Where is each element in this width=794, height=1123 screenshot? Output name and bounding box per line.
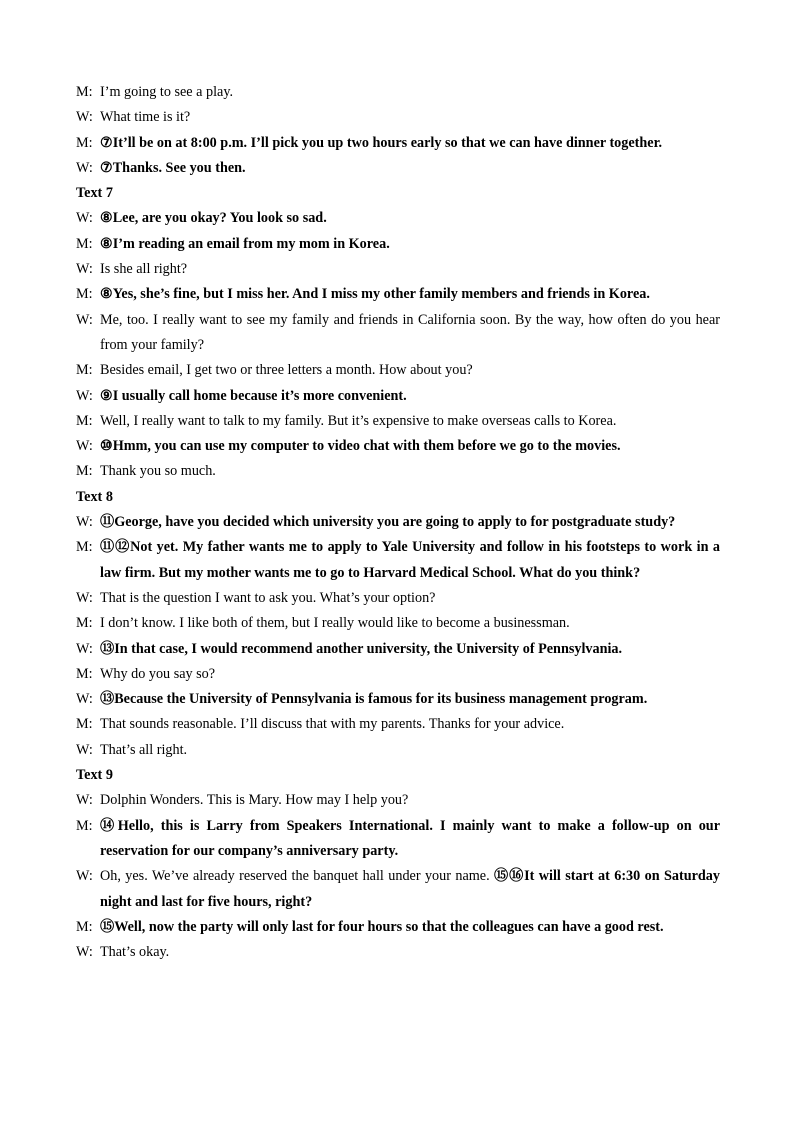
dialogue-text-main: ⑮Well, now the party will only last for four hours so that the colleagues can have a good rest.: [100, 918, 664, 935]
dialogue-text: [100, 459, 720, 484]
dialogue-text-main: That is the question I want to ask you. What’s your option?: [100, 589, 436, 606]
speaker-label: M:: [76, 918, 93, 935]
dialogue-line: [76, 232, 720, 257]
dialogue-text-main: ⑦Thanks. See you then.: [100, 159, 246, 176]
speaker-label: W:: [76, 944, 93, 961]
dialogue-line: [76, 308, 720, 359]
dialogue-line: [76, 105, 720, 130]
dialogue-text: [100, 637, 720, 662]
dialogue-text-main: Dolphin Wonders. This is Mary. How may I help you?: [100, 792, 409, 809]
dialogue-text: [100, 788, 720, 813]
speaker-label: M:: [76, 362, 93, 379]
dialogue-line: [76, 459, 720, 484]
dialogue-text: [100, 105, 720, 130]
dialogue-line: [76, 535, 720, 586]
dialogue-text-main: Besides email, I get two or three letters a month. How about you?: [100, 362, 473, 379]
dialogue-text: [100, 409, 720, 434]
transcript-body: [76, 80, 720, 965]
dialogue-text: [100, 738, 720, 763]
speaker-label: W:: [76, 741, 93, 758]
dialogue-line: [76, 611, 720, 636]
dialogue-text-main: Well, I really want to talk to my family. But it’s expensive to make overseas calls to Korea.: [100, 412, 617, 429]
speaker-label: W:: [76, 589, 93, 606]
dialogue-text: [100, 662, 720, 687]
dialogue-text-main: Why do you say so?: [100, 665, 216, 682]
dialogue-text-main: ⑭Hello, this is Larry from Speakers International. I mainly want to make a follow-up on our reservation for our company’s anniversary party.: [100, 817, 720, 859]
dialogue-text: [100, 814, 720, 865]
speaker-label: M:: [76, 539, 93, 556]
dialogue-text-main: ⑨I usually call home because it’s more convenient.: [100, 387, 407, 404]
dialogue-line: [76, 156, 720, 181]
dialogue-text: [100, 915, 720, 940]
dialogue-line: [76, 80, 720, 105]
speaker-label: M:: [76, 235, 93, 252]
dialogue-text-main: ⑦It’ll be on at 8:00 p.m. I’ll pick you up two hours early so that we can have dinner together.: [100, 134, 663, 151]
speaker-label: W:: [76, 311, 93, 328]
speaker-label: W:: [76, 438, 93, 455]
dialogue-text-main: ⑪George, have you decided which university you are going to apply to for postgraduate study?: [100, 514, 676, 531]
dialogue-text-main: I don’t know. I like both of them, but I really would like to become a businessman.: [100, 615, 570, 632]
speaker-label: W:: [76, 640, 93, 657]
speaker-label: W:: [76, 792, 93, 809]
dialogue-text: [100, 282, 720, 307]
dialogue-text-main: Me, too. I really want to see my family and friends in California soon. By the way, how often do you hear from your family?: [100, 311, 720, 353]
section-heading: Text 8: [76, 488, 113, 505]
dialogue-text: [100, 257, 720, 282]
section-heading: Text 9: [76, 767, 113, 784]
speaker-label: M:: [76, 615, 93, 632]
dialogue-line: [76, 131, 720, 156]
dialogue-text-main: That’s all right.: [100, 741, 188, 758]
dialogue-text: [100, 156, 720, 181]
dialogue-text-main: That’s okay.: [100, 944, 170, 961]
speaker-label: W:: [76, 868, 93, 885]
dialogue-line: [76, 687, 720, 712]
dialogue-text: [100, 864, 720, 915]
dialogue-line: [76, 915, 720, 940]
dialogue-line: [76, 282, 720, 307]
dialogue-text: [100, 131, 720, 156]
dialogue-text: [100, 434, 720, 459]
dialogue-line: [76, 738, 720, 763]
dialogue-line: [76, 434, 720, 459]
dialogue-text: [100, 940, 720, 965]
dialogue-text-main: What time is it?: [100, 109, 191, 126]
speaker-label: M:: [76, 134, 93, 151]
dialogue-text-main: ⑪⑫Not yet. My father wants me to apply to Yale University and follow in his footsteps to work in a law firm. But my mother wants me to go to Harvard Medical School. What do you think?: [100, 539, 720, 581]
dialogue-text-main: ⑧Yes, she’s fine, but I miss her. And I miss my other family members and friends in Korea.: [100, 286, 650, 303]
dialogue-text-main: ⑧Lee, are you okay? You look so sad.: [100, 210, 327, 227]
dialogue-text: [100, 611, 720, 636]
dialogue-text: [100, 687, 720, 712]
speaker-label: M:: [76, 817, 93, 834]
speaker-label: M:: [76, 286, 93, 303]
dialogue-line: [76, 409, 720, 434]
dialogue-line: [76, 358, 720, 383]
dialogue-text-bold-tail: ⑮⑯It will start at 6:30 on Saturday night and last for five hours, right?: [100, 868, 720, 910]
dialogue-text-main: Oh, yes. We’ve already reserved the banquet hall under your name.: [100, 868, 495, 885]
dialogue-line: [76, 510, 720, 535]
dialogue-text: [100, 384, 720, 409]
dialogue-line: [76, 637, 720, 662]
speaker-label: W:: [76, 691, 93, 708]
dialogue-text: [100, 80, 720, 105]
dialogue-text-main: That sounds reasonable. I’ll discuss that with my parents. Thanks for your advice.: [100, 716, 565, 733]
speaker-label: W:: [76, 109, 93, 126]
dialogue-text-main: Thank you so much.: [100, 463, 216, 480]
dialogue-line: [76, 257, 720, 282]
dialogue-text: [100, 232, 720, 257]
dialogue-text: [100, 535, 720, 586]
speaker-label: M:: [76, 84, 93, 100]
section-heading: Text 7: [76, 185, 113, 202]
speaker-label: M:: [76, 665, 93, 682]
speaker-label: W:: [76, 159, 93, 176]
speaker-label: W:: [76, 210, 93, 227]
speaker-label: W:: [76, 387, 93, 404]
dialogue-text: [100, 586, 720, 611]
dialogue-line: [76, 384, 720, 409]
speaker-label: M:: [76, 412, 93, 429]
speaker-label: M:: [76, 716, 93, 733]
dialogue-text-main: ⑧I’m reading an email from my mom in Korea.: [100, 235, 390, 252]
dialogue-text-main: ⑬In that case, I would recommend another university, the University of Pennsylvania.: [100, 640, 623, 657]
dialogue-line: [76, 814, 720, 865]
dialogue-text-main: I’m going to see a play.: [100, 84, 234, 100]
dialogue-line: [76, 864, 720, 915]
dialogue-line: [76, 788, 720, 813]
dialogue-line: [76, 586, 720, 611]
speaker-label: M:: [76, 463, 93, 480]
speaker-label: W:: [76, 514, 93, 531]
dialogue-text: [100, 206, 720, 231]
speaker-label: W:: [76, 261, 93, 278]
dialogue-text: [100, 712, 720, 737]
dialogue-text: [100, 510, 720, 535]
dialogue-line: [76, 662, 720, 687]
dialogue-line: [76, 712, 720, 737]
dialogue-line: [76, 206, 720, 231]
dialogue-text-main: ⑩Hmm, you can use my computer to video chat with them before we go to the movies.: [100, 438, 621, 455]
dialogue-text: [100, 308, 720, 359]
dialogue-text-main: Is she all right?: [100, 261, 188, 278]
dialogue-text: [100, 358, 720, 383]
dialogue-text-main: ⑬Because the University of Pennsylvania is famous for its business management program.: [100, 691, 648, 708]
dialogue-line: [76, 940, 720, 965]
